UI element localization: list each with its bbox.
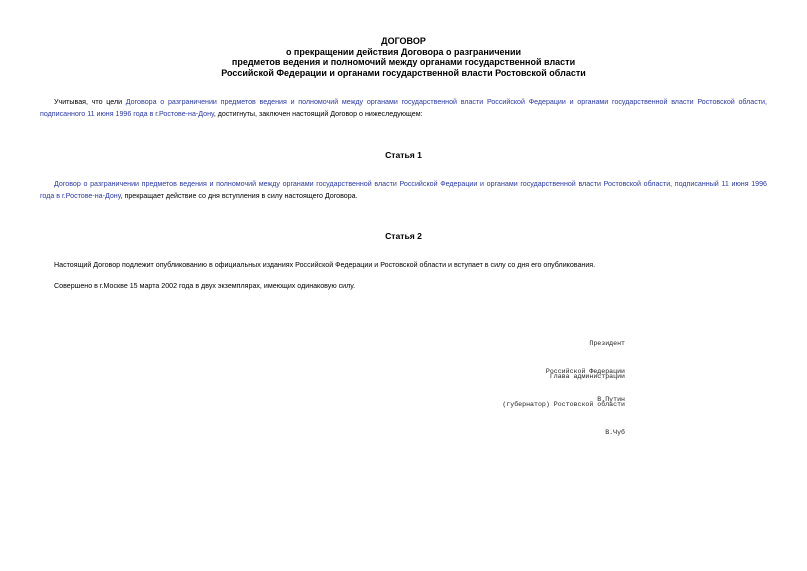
governor-region: (губернатор) Ростовской области <box>502 401 625 409</box>
governor-signature <box>502 354 625 455</box>
preamble-treaty-link[interactable]: Договора о разграничении предметов ведения и полномочий между органами государственной власти Российской Федерации и органами государственной власти Ростовской области, подписанного 11 июня 1996 года в г.Ростове-на-Дону <box>40 98 767 118</box>
article-1-treaty-link[interactable]: Договор о разграничении предметов ведения и полномочий между органами государственной власти Российской Федерации и органами государственной власти Ростовской области, подписанный 11 июня 1996 года в г.Ростове-на-Дону <box>40 180 767 200</box>
title-line-2: о прекращении действия Договора о разграничении <box>285 46 522 57</box>
title-line-4: Российской Федерации и органами государственной власти Ростовской области <box>221 67 586 78</box>
article-1-text-after: , прекращает действие со дня вступления в силу настоящего Договора. <box>120 191 358 200</box>
governor-name: В.Чуб <box>605 428 625 436</box>
closing-paragraph: Совершено в г.Москве 15 марта 2002 года в двух экземплярах, имеющих одинаковую силу. <box>54 282 356 290</box>
article-2-heading: Статья 2 <box>385 231 422 241</box>
document-title <box>0 36 807 78</box>
title-line-3: предметов ведения и полномочий между органами государственной власти <box>231 57 576 67</box>
president-title: Президент <box>589 340 625 348</box>
preamble-text-before: Учитывая, что цели <box>54 98 126 106</box>
preamble-text-after: , достигнуты, заключен настоящий Договор о нижеследующем: <box>213 109 423 118</box>
title-line-1: ДОГОВОР <box>381 36 426 46</box>
preamble-paragraph <box>40 97 767 120</box>
president-country: Российской Федерации <box>545 368 625 376</box>
article-1-paragraph <box>40 179 767 202</box>
article-1-heading: Статья 1 <box>385 150 422 160</box>
governor-title: Глава администрации <box>549 373 625 381</box>
president-name: В.Путин <box>597 395 625 403</box>
article-2-paragraph: Настоящий Договор подлежит опубликованию в официальных изданиях Российской Федерации и Ростовской области и вступает в силу со дня его опубликования. <box>54 261 596 269</box>
